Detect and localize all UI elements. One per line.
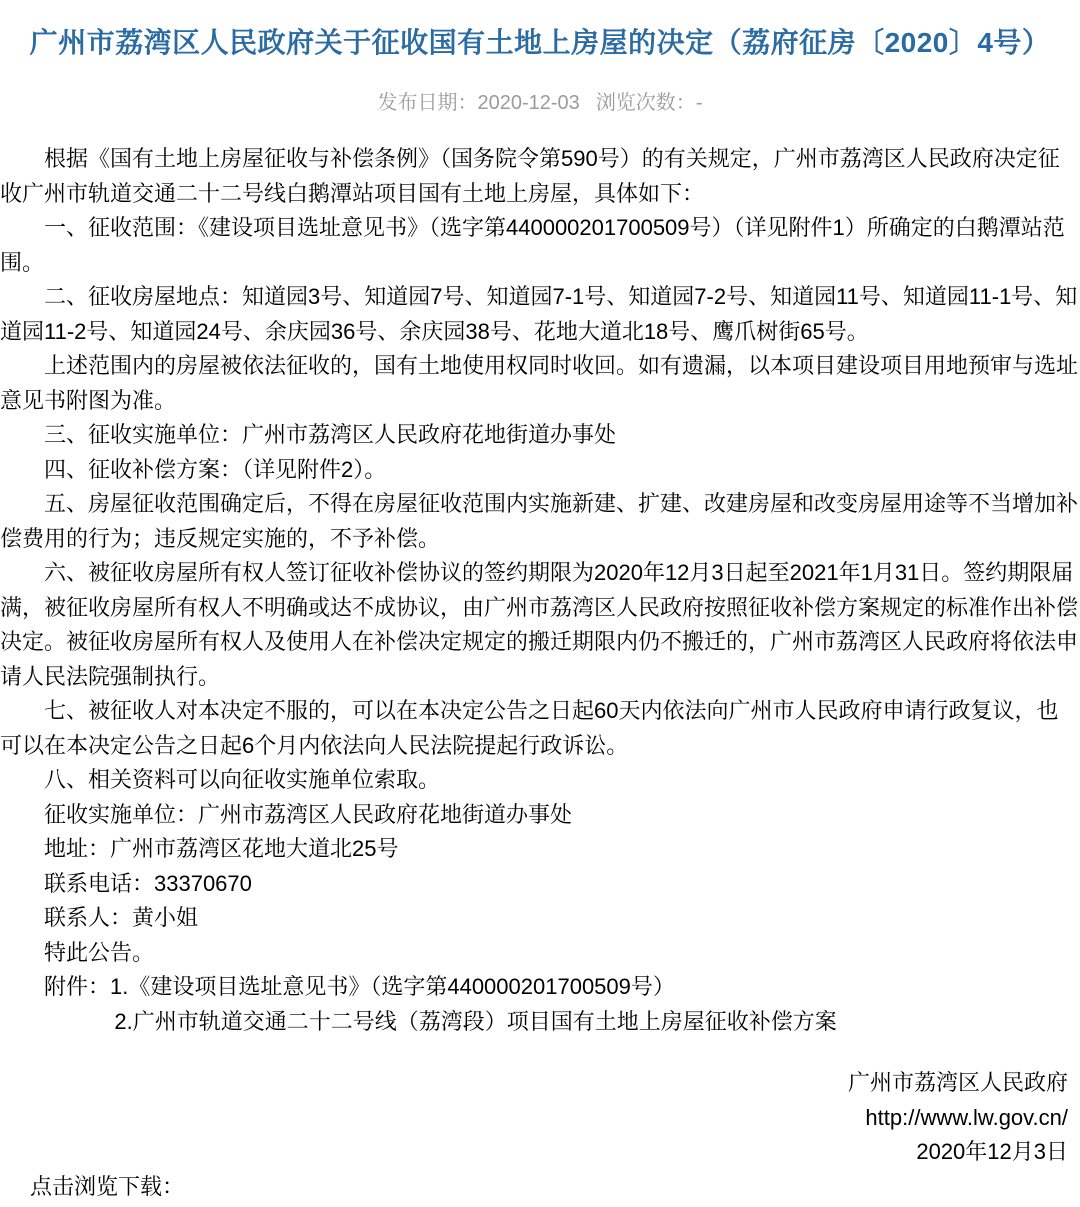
views-label: 浏览次数： (595, 92, 696, 114)
publish-date-label: 发布日期： (377, 92, 478, 114)
meta-line (0, 90, 1080, 116)
paragraph-signing-period: 六、被征收房屋所有权人签订征收补偿协议的签约期限为2020年12月3日起至2021年1月31日。签约期限届满，被征收房屋所有权人不明确或达不成协议，由广州市荔湾区人民政府按照征收补偿方案规定的标准作出补偿决定。被征收房屋所有权人及使用人在补偿决定规定的搬迁期限内仍不搬迁的，广州市荔湾区人民政府将依法申请人民法院强制执行。 (0, 560, 1079, 689)
paragraph-locations: 二、征收房屋地点：知道园3号、知道园7号、知道园7-1号、知道园7-2号、知道园11号、知道园11-1号、知道园11-2号、知道园24号、余庆园36号、余庆园38号、花地大道北18号、鹰爪树街65号。 (0, 284, 1078, 344)
line-contact: 联系人：黄小姐 (44, 905, 199, 930)
paragraph-scope: 一、征收范围：《建设项目选址意见书》（选字第440000201700509号）（详见附件1）所确定的白鹅潭站范围。 (0, 215, 1065, 275)
paragraph-compensation-plan: 四、征收补偿方案：（详见附件2）。 (44, 456, 387, 482)
paragraph-legal-remedies: 七、被征收人对本决定不服的，可以在本决定公告之日起60天内依法向广州市人民政府申请行政复议，也可以在本决定公告之日起6个月内依法向人民法院提起行政诉讼。 (0, 698, 1059, 758)
attachments-line-1: 附件：1.《建设项目选址意见书》（选字第440000201700509号） (44, 974, 675, 999)
line-address: 地址：广州市荔湾区花地大道北25号 (44, 836, 399, 861)
signature-org: 广州市荔湾区人民政府 (847, 1070, 1068, 1095)
publish-date-value: 2020-12-03 (477, 92, 580, 114)
views-value: - (695, 92, 703, 114)
paragraph-prohibited-acts: 五、房屋征收范围确定后，不得在房屋征收范围内实施新建、扩建、改建房屋和改变房屋用途等不当增加补偿费用的行为；违反规定实施的，不予补偿。 (0, 491, 1079, 551)
line-implementing-unit: 征收实施单位：广州市荔湾区人民政府花地街道办事处 (44, 801, 573, 827)
page-title: 广州市荔湾区人民政府关于征收国有土地上房屋的决定（荔府征房〔2020〕4号） (29, 27, 1051, 58)
signature-date: 2020年12月3日 (916, 1139, 1068, 1164)
paragraph-materials: 八、相关资料可以向征收实施单位索取。 (44, 767, 441, 792)
document-body (0, 142, 1080, 1204)
signature-url: http://www.lw.gov.cn/ (865, 1104, 1068, 1130)
document-page (0, 22, 1080, 1207)
line-closing: 特此公告。 (44, 939, 155, 965)
signature-block (0, 1066, 1080, 1170)
line-phone: 联系电话：33370670 (44, 870, 252, 896)
attachments-line-2: 2.广州市轨道交通二十二号线（荔湾段）项目国有土地上房屋征收补偿方案 (114, 1008, 837, 1034)
paragraph-land-recovery: 上述范围内的房屋被依法征收的，国有土地使用权同时收回。如有遗漏，以本项目建设项目用地预审与选址意见书附图为准。 (0, 353, 1079, 413)
paragraph-intro: 根据《国有土地上房屋征收与补偿条例》（国务院令第590号）的有关规定，广州市荔湾区人民政府决定征收广州市轨道交通二十二号线白鹅潭站项目国有土地上房屋，具体如下： (0, 146, 1060, 206)
paragraph-implementing-unit: 三、征收实施单位：广州市荔湾区人民政府花地街道办事处 (44, 422, 617, 447)
download-prompt[interactable]: 点击浏览下载： (30, 1173, 185, 1199)
